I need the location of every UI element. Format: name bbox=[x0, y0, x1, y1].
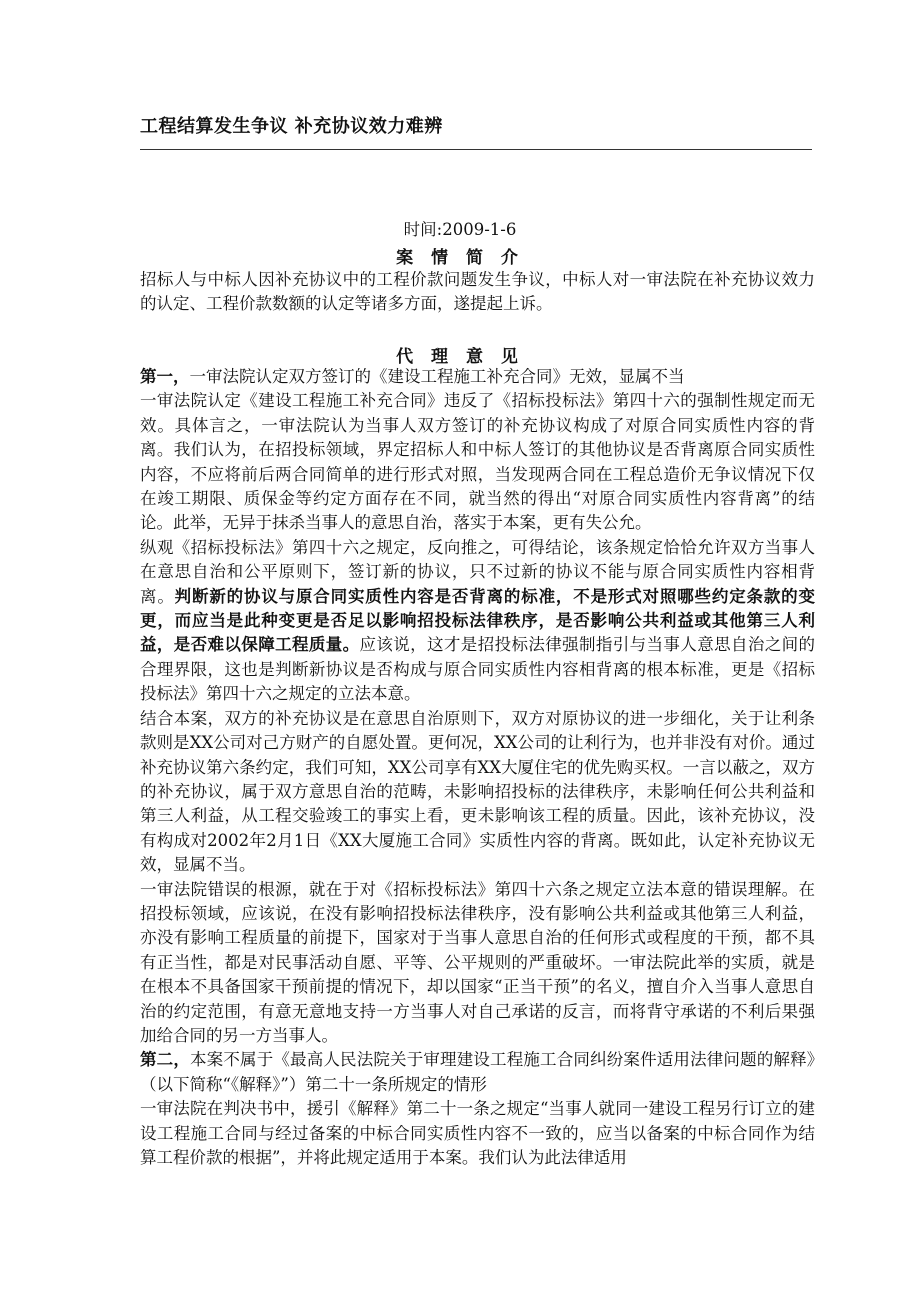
title-divider bbox=[140, 149, 812, 150]
section-heading-agent-opinion: 代 理 意 见 bbox=[396, 347, 524, 367]
point-label: 第二， bbox=[140, 1050, 191, 1070]
paragraph: 一审法院在判决书中，援引《解释》第二十一条之规定“当事人就同一建设工程另行订立的建设工程施工合同与经过备案的中标合同实质性内容不一致的，应当以备案的中标合同作为结算工程价款的根据”，并将此规定适用于本案。我们认为此法律适用 bbox=[140, 1099, 815, 1167]
paragraph: 结合本案，双方的补充协议是在意思自治原则下，双方对原协议的进一步细化，关于让利条款则是XX公司对己方财产的自愿处置。更何况，XX公司的让利行为，也并非没有对价。通过补充协议第六条约定，我们可知，XX公司享有XX大厦住宅的优先购买权。一言以蔽之，双方的补充协议，属于双方意思自治的范畴，未影响招投标的法律秩序，未影响任何公共利益和第三人利益，从工程交验竣工的事实上看，更未影响该工程的质量。因此，该补充协议，没有构成对2002年2月1日《XX大厦施工合同》实质性内容的背离。既如此，认定补充协议无效，显属不当。 bbox=[140, 708, 815, 875]
point-label: 第一， bbox=[140, 367, 190, 386]
emphasized-text: 判断新的协议与原合同实质性内容是否背离的标准，不是形式对照哪些约定条款的变更，而应当是此种变更是否足以影响招投标法律秩序，是否影响公共利益或其他第三人利益，是否难以保障工程质量。 bbox=[140, 586, 816, 655]
paragraph: 一审法院认定《建设工程施工补充合同》违反了《招标投标法》第四十六的强制性规定而无效。具体言之，一审法院认为当事人双方签订的补充协议构成了对原合同实质性内容的背离。我们认为，在招投标领域，界定招标人和中标人签订的其他协议是否背离原合同实质性内容，不应将前后两合同简单的进行形式对照，当发现两合同在工程总造价无争议情况下仅在竣工期限、质保金等约定方面存在不同，就当然的得出“对原合同实质性内容背离”的结论。此举，无异于抹杀当事人的意思自治，落实于本案，更有失公允。 bbox=[140, 391, 815, 533]
point-title: 本案不属于《最高人民法院关于审理建设工程施工合同纠纷案件适用法律问题的解释》（以下简称“《解释》”）第二十一条所规定的情形 bbox=[140, 1050, 816, 1094]
paragraph-first-point bbox=[140, 365, 815, 389]
case-summary-text bbox=[140, 268, 815, 317]
paragraph: 招标人与中标人因补充协议中的工程价款问题发生争议，中标人对一审法院在补充协议效力的认定、工程价款数额的认定等诸多方面，遂提起上诉。 bbox=[140, 270, 815, 314]
paragraph bbox=[140, 536, 815, 707]
point-title: 一审法院认定双方签订的《建设工程施工补充合同》无效，显属不当 bbox=[189, 367, 685, 386]
agent-opinion-text bbox=[140, 365, 815, 1170]
publish-date: 时间:2009-1-6 bbox=[403, 220, 517, 239]
paragraph: 一审法院错误的根源，就在于对《招标投标法》第四十六条之规定立法本意的错误理解。在招投标领域，应该说，在没有影响招投标法律秩序，没有影响公共利益或其他第三人利益，亦没有影响工程质量的前提下，国家对于当事人意思自治的任何形式或程度的干预，都不具有正当性，都是对民事活动自愿、平等、公平规则的严重破坏。一审法院此举的实质，就是在根本不具备国家干预前提的情况下，却以国家“正当干预”的名义，擅自介入当事人意思自治的约定范围，有意无意地支持一方当事人对自己承诺的反言，而将背守承诺的不利后果强加给合同的另一方当事人。 bbox=[140, 879, 815, 1045]
section-heading-case-summary: 案 情 简 介 bbox=[396, 248, 524, 268]
document-title: 工程结算发生争议 补充协议效力难辨 bbox=[140, 116, 443, 137]
text-run: 应该说，这才是招投标法律强制指引与当事人意思自治之间的合理界限，这也是判断新协议是否构成与原合同实质性内容相背离的根本标准，更是《招标投标法》第四十六之规定的立法本意。 bbox=[140, 635, 816, 704]
paragraph-second-point bbox=[140, 1048, 815, 1097]
text-run: 纵观《招标投标法》第四十六之规定，反向推之，可得结论，该条规定恰恰允许双方当事人在意思自治和公平原则下，签订新的协议，只不过新的协议不能与原合同实质性内容相背离。 bbox=[140, 537, 815, 606]
